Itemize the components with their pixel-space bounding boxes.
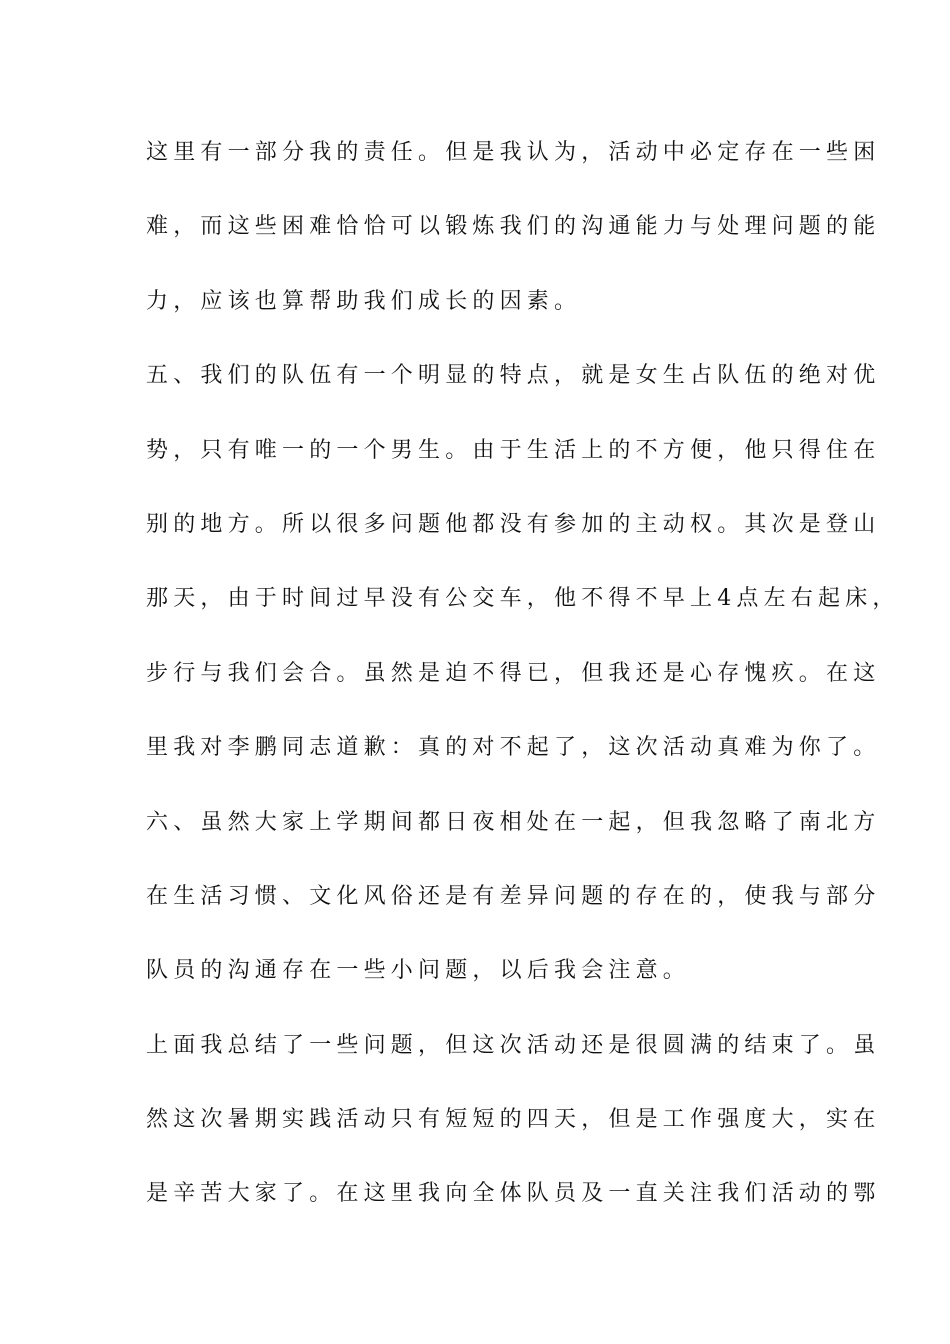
text-line: 里我对李鹏同志道歉：真的对不起了，这次活动真难为你了。 xyxy=(146,735,881,761)
text-line: 队员的沟通存在一些小问题，以后我会注意。 xyxy=(146,958,691,984)
text-line: 力，应该也算帮助我们成长的因素。 xyxy=(146,288,582,314)
text-line: 别的地方。所以很多问题他都没有参加的主动权。其次是登山 xyxy=(146,511,881,537)
text-line: 那天，由于时间过早没有公交车，他不得不早上4点左右起床， xyxy=(146,586,900,612)
text-line: 在生活习惯、文化风俗还是有差异问题的存在的，使我与部分 xyxy=(146,883,881,909)
text-line: 势，只有唯一的一个男生。由于生活上的不方便，他只得住在 xyxy=(146,437,881,463)
text-line: 五、我们的队伍有一个明显的特点，就是女生占队伍的绝对优 xyxy=(146,363,881,389)
body-text xyxy=(146,132,900,1248)
text-line: 然这次暑期实践活动只有短短的四天，但是工作强度大，实在 xyxy=(146,1107,881,1133)
text-line: 难，而这些困难恰恰可以锻炼我们的沟通能力与处理问题的能 xyxy=(146,214,881,240)
text-line: 是辛苦大家了。在这里我向全体队员及一直关注我们活动的鄂 xyxy=(146,1181,881,1207)
text-line: 这里有一部分我的责任。但是我认为，活动中必定存在一些困 xyxy=(146,140,881,165)
text-line: 六、虽然大家上学期间都日夜相处在一起，但我忽略了南北方 xyxy=(146,809,881,835)
text-line: 步行与我们会合。虽然是迫不得已，但我还是心存愧疚。在这 xyxy=(146,660,881,686)
text-line: 上面我总结了一些问题，但这次活动还是很圆满的结束了。虽 xyxy=(146,1032,881,1058)
